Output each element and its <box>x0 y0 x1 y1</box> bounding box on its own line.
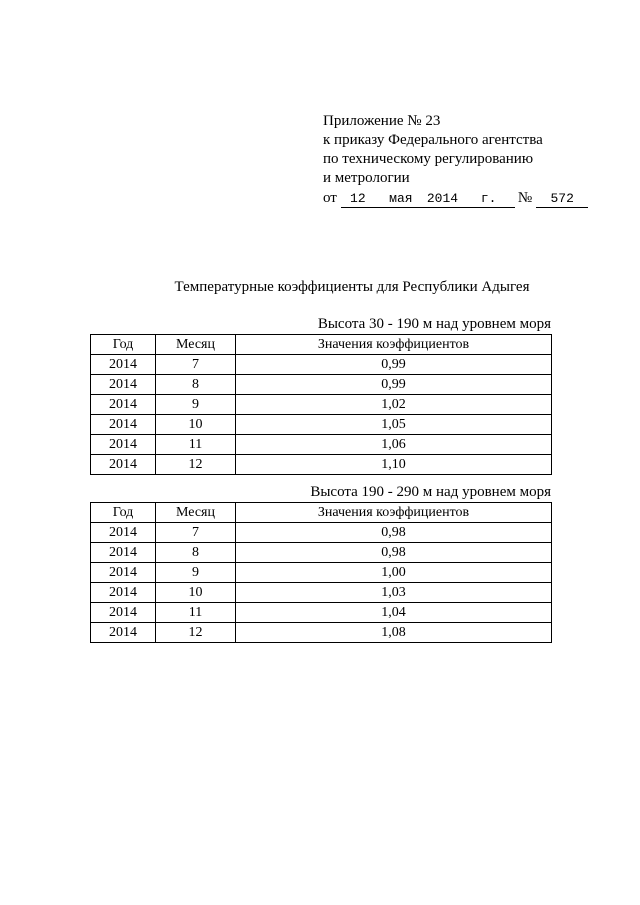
coefficient-cell: 0,98 <box>236 543 552 563</box>
order-year: 2014 <box>427 191 481 208</box>
coefficient-cell: 1,04 <box>236 603 552 623</box>
table-row <box>91 375 552 395</box>
appendix-header <box>323 112 588 208</box>
table-row <box>91 523 552 543</box>
number-sign: № <box>517 190 533 206</box>
coefficient-cell: 1,03 <box>236 583 552 603</box>
column-header-year: Год <box>91 503 156 523</box>
order-day: 12 <box>341 191 375 208</box>
year-cell: 2014 <box>91 435 156 455</box>
appendix-line-agency: по техническому регулированию <box>323 151 534 167</box>
year-cell: 2014 <box>91 543 156 563</box>
table-row <box>91 543 552 563</box>
month-cell: 11 <box>156 603 236 623</box>
order-month: мая <box>375 191 427 208</box>
table-row <box>91 563 552 583</box>
table-caption-2: Высота 190 - 290 м над уровнем моря <box>310 484 551 500</box>
column-header-month: Месяц <box>156 503 236 523</box>
table-row <box>91 583 552 603</box>
month-cell: 10 <box>156 583 236 603</box>
order-year-suffix: г. <box>481 191 515 208</box>
year-cell: 2014 <box>91 523 156 543</box>
appendix-line-metrology: и метрологии <box>323 170 410 186</box>
month-cell: 12 <box>156 455 236 475</box>
date-prefix: от <box>323 190 337 206</box>
month-cell: 9 <box>156 395 236 415</box>
order-number: 572 <box>536 191 588 208</box>
year-cell: 2014 <box>91 375 156 395</box>
year-cell: 2014 <box>91 583 156 603</box>
year-cell: 2014 <box>91 455 156 475</box>
table-header-row <box>91 503 552 523</box>
table-row <box>91 415 552 435</box>
column-header-coefficient: Значения коэффициентов <box>236 335 552 355</box>
month-cell: 11 <box>156 435 236 455</box>
year-cell: 2014 <box>91 415 156 435</box>
coefficients-table-1 <box>90 334 552 475</box>
column-header-coefficient: Значения коэффициентов <box>236 503 552 523</box>
year-cell: 2014 <box>91 355 156 375</box>
month-cell: 7 <box>156 355 236 375</box>
document-title <box>0 279 640 296</box>
table-row <box>91 395 552 415</box>
year-cell: 2014 <box>91 603 156 623</box>
month-cell: 10 <box>156 415 236 435</box>
table-row <box>91 603 552 623</box>
month-cell: 12 <box>156 623 236 643</box>
coefficients-table-2 <box>90 502 552 643</box>
month-cell: 8 <box>156 375 236 395</box>
coefficient-cell: 1,10 <box>236 455 552 475</box>
month-cell: 7 <box>156 523 236 543</box>
column-header-month: Месяц <box>156 335 236 355</box>
table-row <box>91 623 552 643</box>
month-cell: 9 <box>156 563 236 583</box>
table-header-row <box>91 335 552 355</box>
coefficient-cell: 0,99 <box>236 355 552 375</box>
order-date-line <box>323 189 588 208</box>
table-row <box>91 455 552 475</box>
year-cell: 2014 <box>91 395 156 415</box>
coefficient-cell: 1,08 <box>236 623 552 643</box>
appendix-line-order: к приказу Федерального агентства <box>323 132 543 148</box>
table-row <box>91 355 552 375</box>
month-cell: 8 <box>156 543 236 563</box>
coefficient-cell: 0,98 <box>236 523 552 543</box>
year-cell: 2014 <box>91 623 156 643</box>
column-header-year: Год <box>91 335 156 355</box>
coefficient-cell: 0,99 <box>236 375 552 395</box>
coefficient-cell: 1,02 <box>236 395 552 415</box>
document-title-text: Температурные коэффициенты для Республики Адыгея <box>174 279 530 295</box>
table-row <box>91 435 552 455</box>
table-caption-1: Высота 30 - 190 м над уровнем моря <box>317 316 551 332</box>
coefficient-cell: 1,06 <box>236 435 552 455</box>
appendix-title: Приложение № 23 <box>323 113 441 129</box>
coefficient-cell: 1,00 <box>236 563 552 583</box>
coefficient-cell: 1,05 <box>236 415 552 435</box>
year-cell: 2014 <box>91 563 156 583</box>
